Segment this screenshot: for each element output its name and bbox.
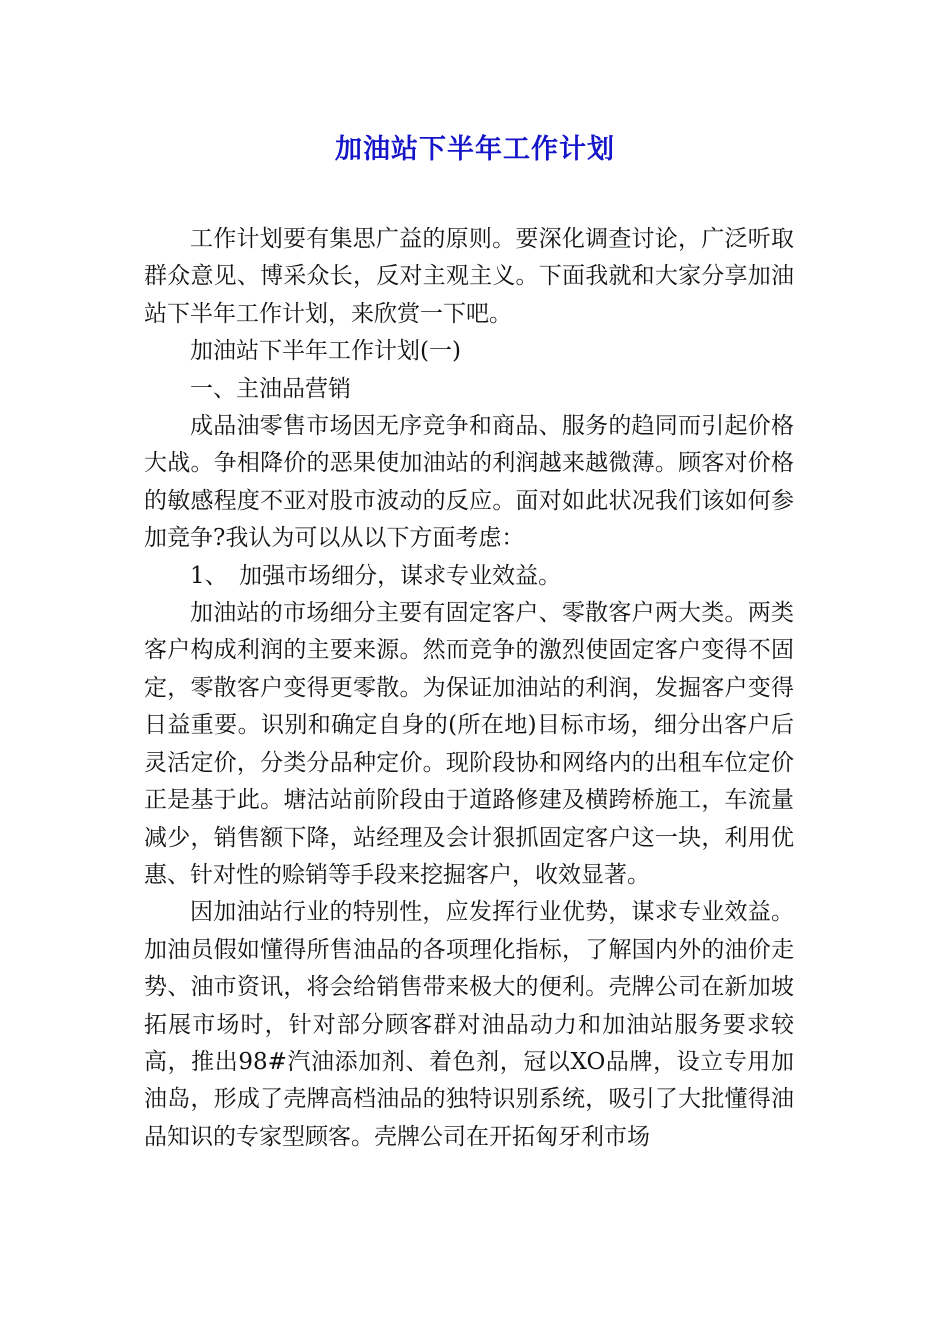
paragraph-subtitle: 加油站下半年工作计划(一)	[190, 338, 461, 365]
paragraph-section-heading: 一、主油品营销	[190, 375, 351, 402]
document-title: 加油站下半年工作计划	[335, 134, 615, 165]
paragraph-professional: 因加油站行业的特别性，应发挥行业优势，谋求专业效益。加油员假如懂得所售油品的各项理化指标，了解国内外的油价走势、油市资讯，将会给销售带来极大的便利。壳牌公司在新加坡拓展市场时，针对部分顾客群对油品动力和加油站服务要求较高，推出98#汽油添加剂、着色剂，冠以XO品牌，设立专用加油岛，形成了壳牌高档油品的独特识别系统，吸引了大批懂得油品知识的专家型顾客。壳牌公司在开拓匈牙利市场	[144, 899, 794, 1150]
paragraph-segmentation: 加油站的市场细分主要有固定客户、零散客户两大类。两类客户构成利润的主要来源。然而竞争的激烈使固定客户变得不固定，零散客户变得更零散。为保证加油站的利润，发掘客户变得日益重要。识别和确定自身的(所在地)目标市场，细分出客户后灵活定价，分类分品种定价。现阶段协和网络内的出租车位定价正是基于此。塘沽站前阶段由于道路修建及横跨桥施工，车流量减少，销售额下降，站经理及会计狠抓固定客户这一块，利用优惠、针对性的赊销等手段来挖掘客户，收效显著。	[144, 600, 794, 888]
document-body	[144, 221, 794, 1156]
paragraph-intro: 工作计划要有集思广益的原则。要深化调查讨论，广泛听取群众意见、博采众长，反对主观主义。下面我就和大家分享加油站下半年工作计划，来欣赏一下吧。	[144, 226, 794, 327]
paragraph-point-1: 1、 加强市场细分，谋求专业效益。	[190, 562, 562, 589]
paragraph-market: 成品油零售市场因无序竞争和商品、服务的趋同而引起价格大战。争相降价的恶果使加油站的利润越来越微薄。顾客对价格的敏感程度不亚对股市波动的反应。面对如此状况我们该如何参加竞争?我认为可以从以下方面考虑：	[144, 413, 794, 552]
